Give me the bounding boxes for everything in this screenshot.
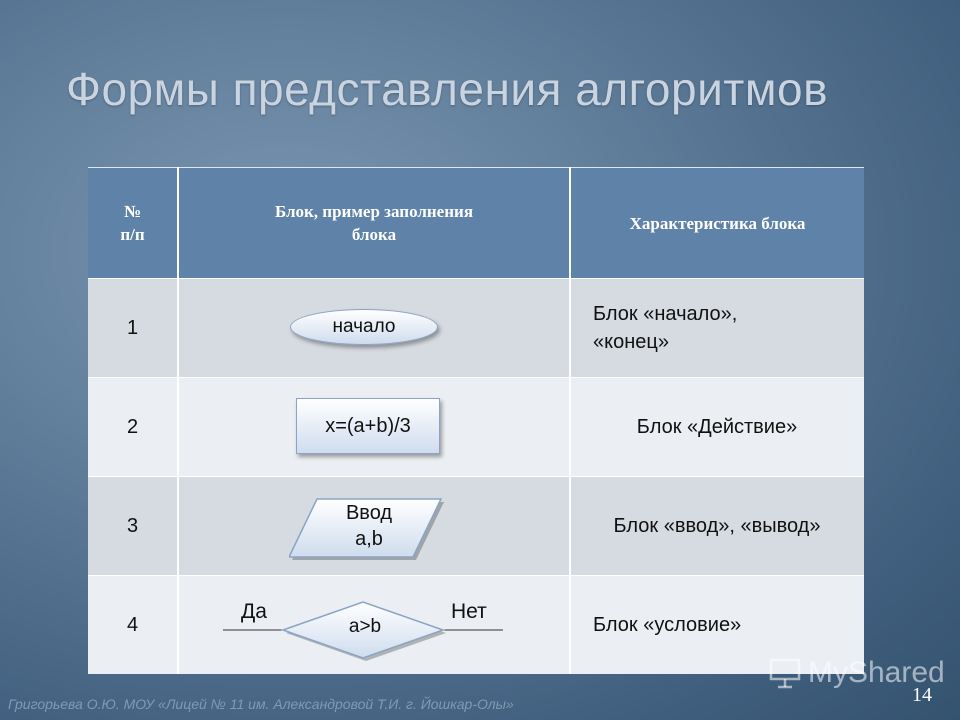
presentation-board-icon: [768, 656, 802, 690]
block-description: Блок «ввод», «вывод»: [570, 477, 864, 576]
block-example-cell: [178, 378, 570, 477]
table-row: [88, 576, 864, 675]
table-header-row: [88, 168, 864, 279]
block-example-cell: [178, 477, 570, 576]
header-characteristic: Характеристика блока: [570, 168, 864, 279]
terminator-block-shape: начало: [290, 309, 438, 345]
block-description: Блок «условие»: [570, 576, 864, 675]
table-row: [88, 378, 864, 477]
header-number: [88, 168, 178, 279]
header-block-line1: Блок, пример заполнения: [274, 202, 474, 221]
block-description-line2: «конец»: [593, 331, 669, 353]
header-number-symbol: №: [123, 202, 142, 221]
block-example-cell: [178, 576, 570, 675]
table-row: [88, 477, 864, 576]
process-block-shape: x=(a+b)/3: [296, 398, 440, 454]
block-description: [570, 279, 864, 378]
table-row: [88, 279, 864, 378]
block-description: Блок «Действие»: [570, 378, 864, 477]
input-output-line1: Ввод: [345, 502, 393, 524]
decision-condition: a>b: [348, 616, 382, 637]
row-number: 3: [88, 477, 178, 576]
decision-no-label: Нет: [451, 600, 487, 623]
algorithm-forms-table: [88, 167, 864, 674]
input-output-block-text: [299, 497, 439, 555]
input-output-line2: a,b: [355, 528, 383, 550]
decision-yes-label: Да: [241, 600, 267, 623]
page-number: 14: [912, 684, 932, 706]
header-number-abbr: п/п: [120, 225, 145, 244]
slide-title: Формы представления алгоритмов: [66, 63, 829, 115]
block-description-line1: Блок «начало»,: [593, 303, 738, 325]
row-number: 1: [88, 279, 178, 378]
row-number: 4: [88, 576, 178, 675]
slide-footer: Григорьева О.Ю. МОУ «Лицей № 11 им. Александровой Т.И. г. Йошкар-Олы»: [8, 696, 514, 712]
block-example-cell: [178, 279, 570, 378]
row-number: 2: [88, 378, 178, 477]
header-block: [178, 168, 570, 279]
header-block-line2: блока: [351, 225, 397, 244]
watermark-text: MyShared: [808, 656, 945, 689]
